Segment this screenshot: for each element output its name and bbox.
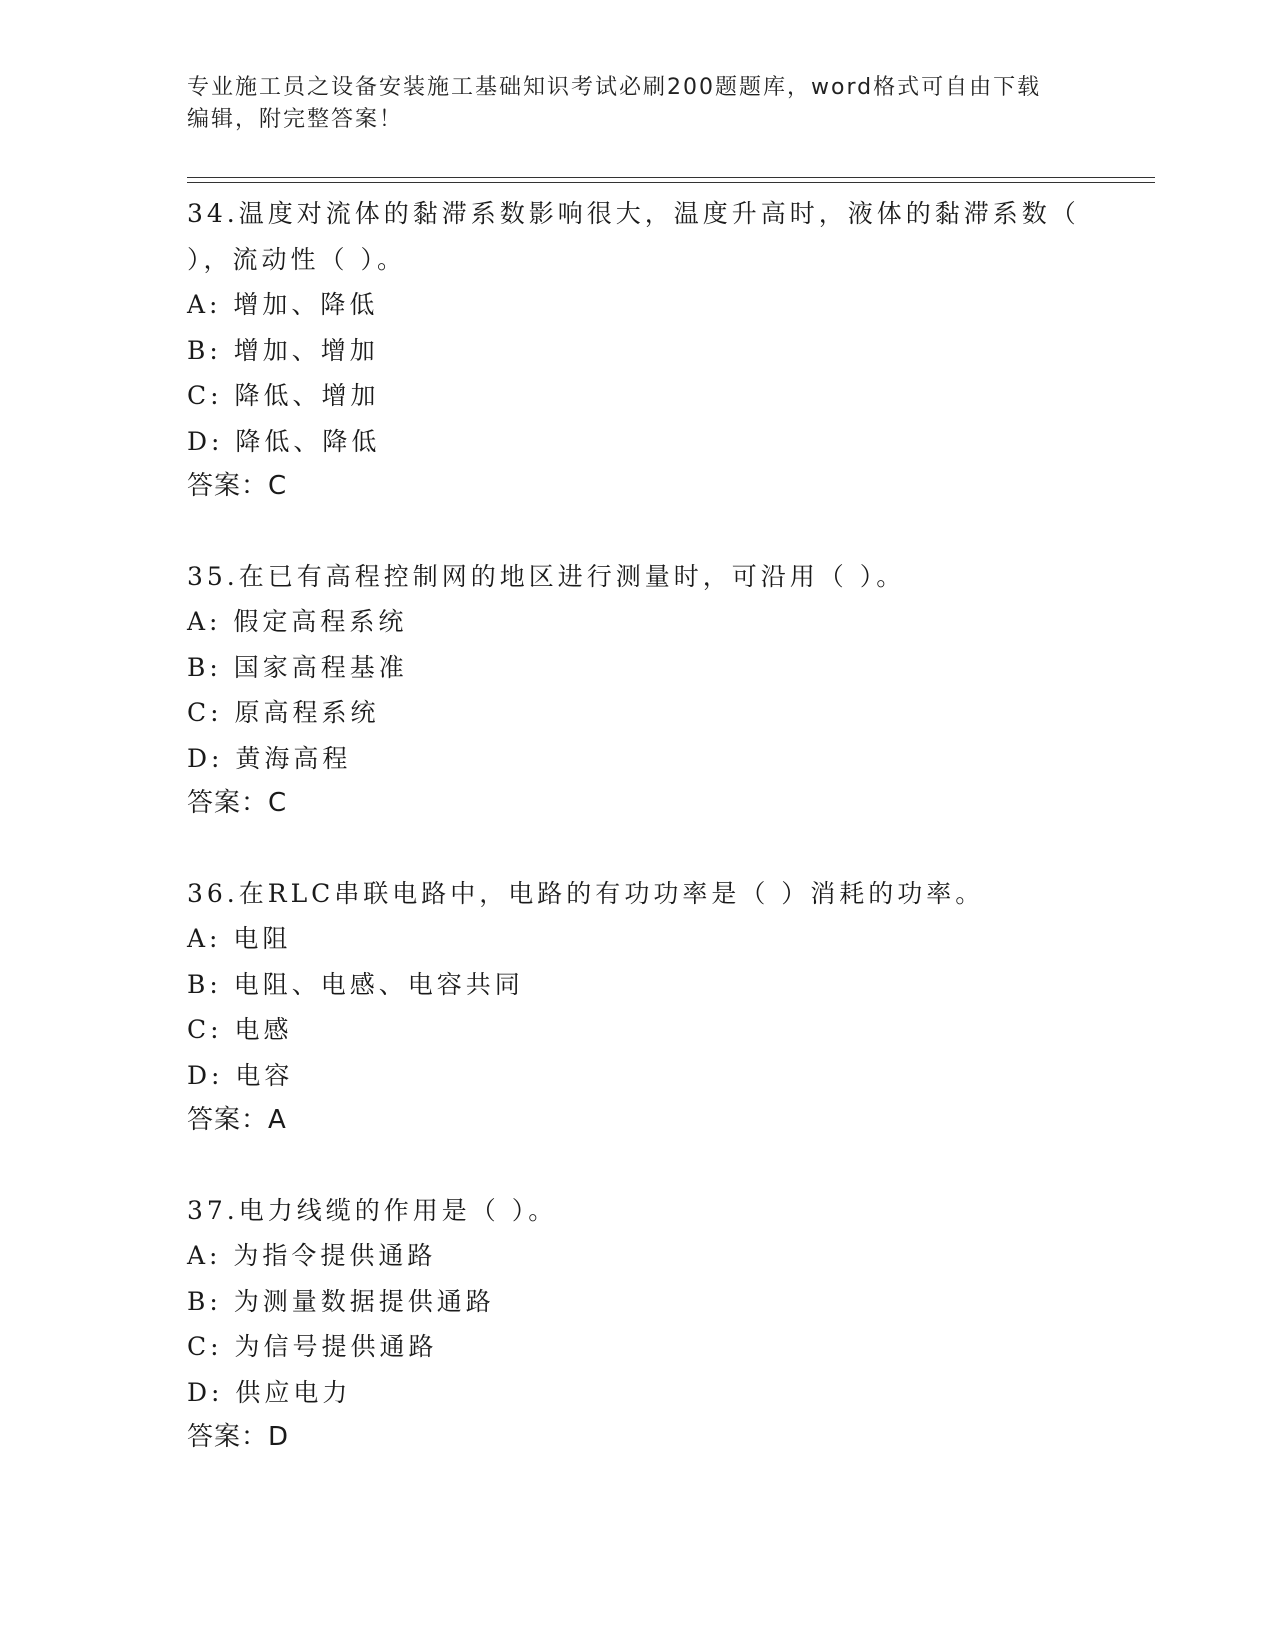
option-d: D: 电容 [187, 1060, 294, 1090]
option-a: A: 电阻 [187, 924, 292, 953]
question-stem: 36.在RLC串联电路中，电路的有功功率是（ ）消耗的功率。 [187, 878, 985, 908]
header-divider-top [187, 177, 1155, 178]
answer: 答案：D [187, 1422, 290, 1452]
header-divider-bottom [187, 182, 1155, 183]
answer: 答案：C [187, 788, 288, 818]
document-header [187, 72, 1067, 136]
question-37 [187, 1188, 1107, 1461]
option-c: C: 降低、增加 [187, 381, 380, 410]
question-36 [187, 871, 1107, 1144]
option-a: A: 增加、降低 [187, 290, 379, 319]
option-b: B: 电阻、电感、电容共同 [187, 969, 524, 999]
option-d: D: 黄海高程 [187, 743, 352, 773]
option-d: D: 供应电力 [187, 1377, 352, 1407]
option-c: C: 原高程系统 [187, 698, 380, 727]
option-b: B: 为测量数据提供通路 [187, 1286, 495, 1316]
question-stem: 37.电力线缆的作用是（ ）。 [187, 1195, 558, 1225]
answer: 答案：A [187, 1105, 287, 1135]
answer: 答案：C [187, 471, 288, 501]
question-stem: 35.在已有高程控制网的地区进行测量时，可沿用（ ）。 [187, 561, 906, 591]
option-c: C: 为信号提供通路 [187, 1332, 438, 1361]
option-d: D: 降低、降低 [187, 426, 381, 456]
option-b: B: 增加、增加 [187, 335, 379, 365]
question-stem: 34.温度对流体的黏滞系数影响很大，温度升高时，液体的黏滞系数（ [187, 199, 1080, 228]
option-c: C: 电感 [187, 1015, 293, 1044]
option-a: A: 为指令提供通路 [187, 1241, 437, 1270]
option-b: B: 国家高程基准 [187, 652, 408, 682]
header-line-2: 编辑，附完整答案！ [187, 107, 404, 132]
question-35 [187, 554, 1107, 827]
question-34 [187, 191, 1107, 510]
option-a: A: 假定高程系统 [187, 607, 408, 636]
question-stem-continued: ），流动性（ ）。 [187, 244, 406, 274]
question-list [187, 191, 1107, 1505]
header-line-1: 专业施工员之设备安装施工基础知识考试必刷200题题库，word格式可自由下载 [187, 75, 1042, 100]
